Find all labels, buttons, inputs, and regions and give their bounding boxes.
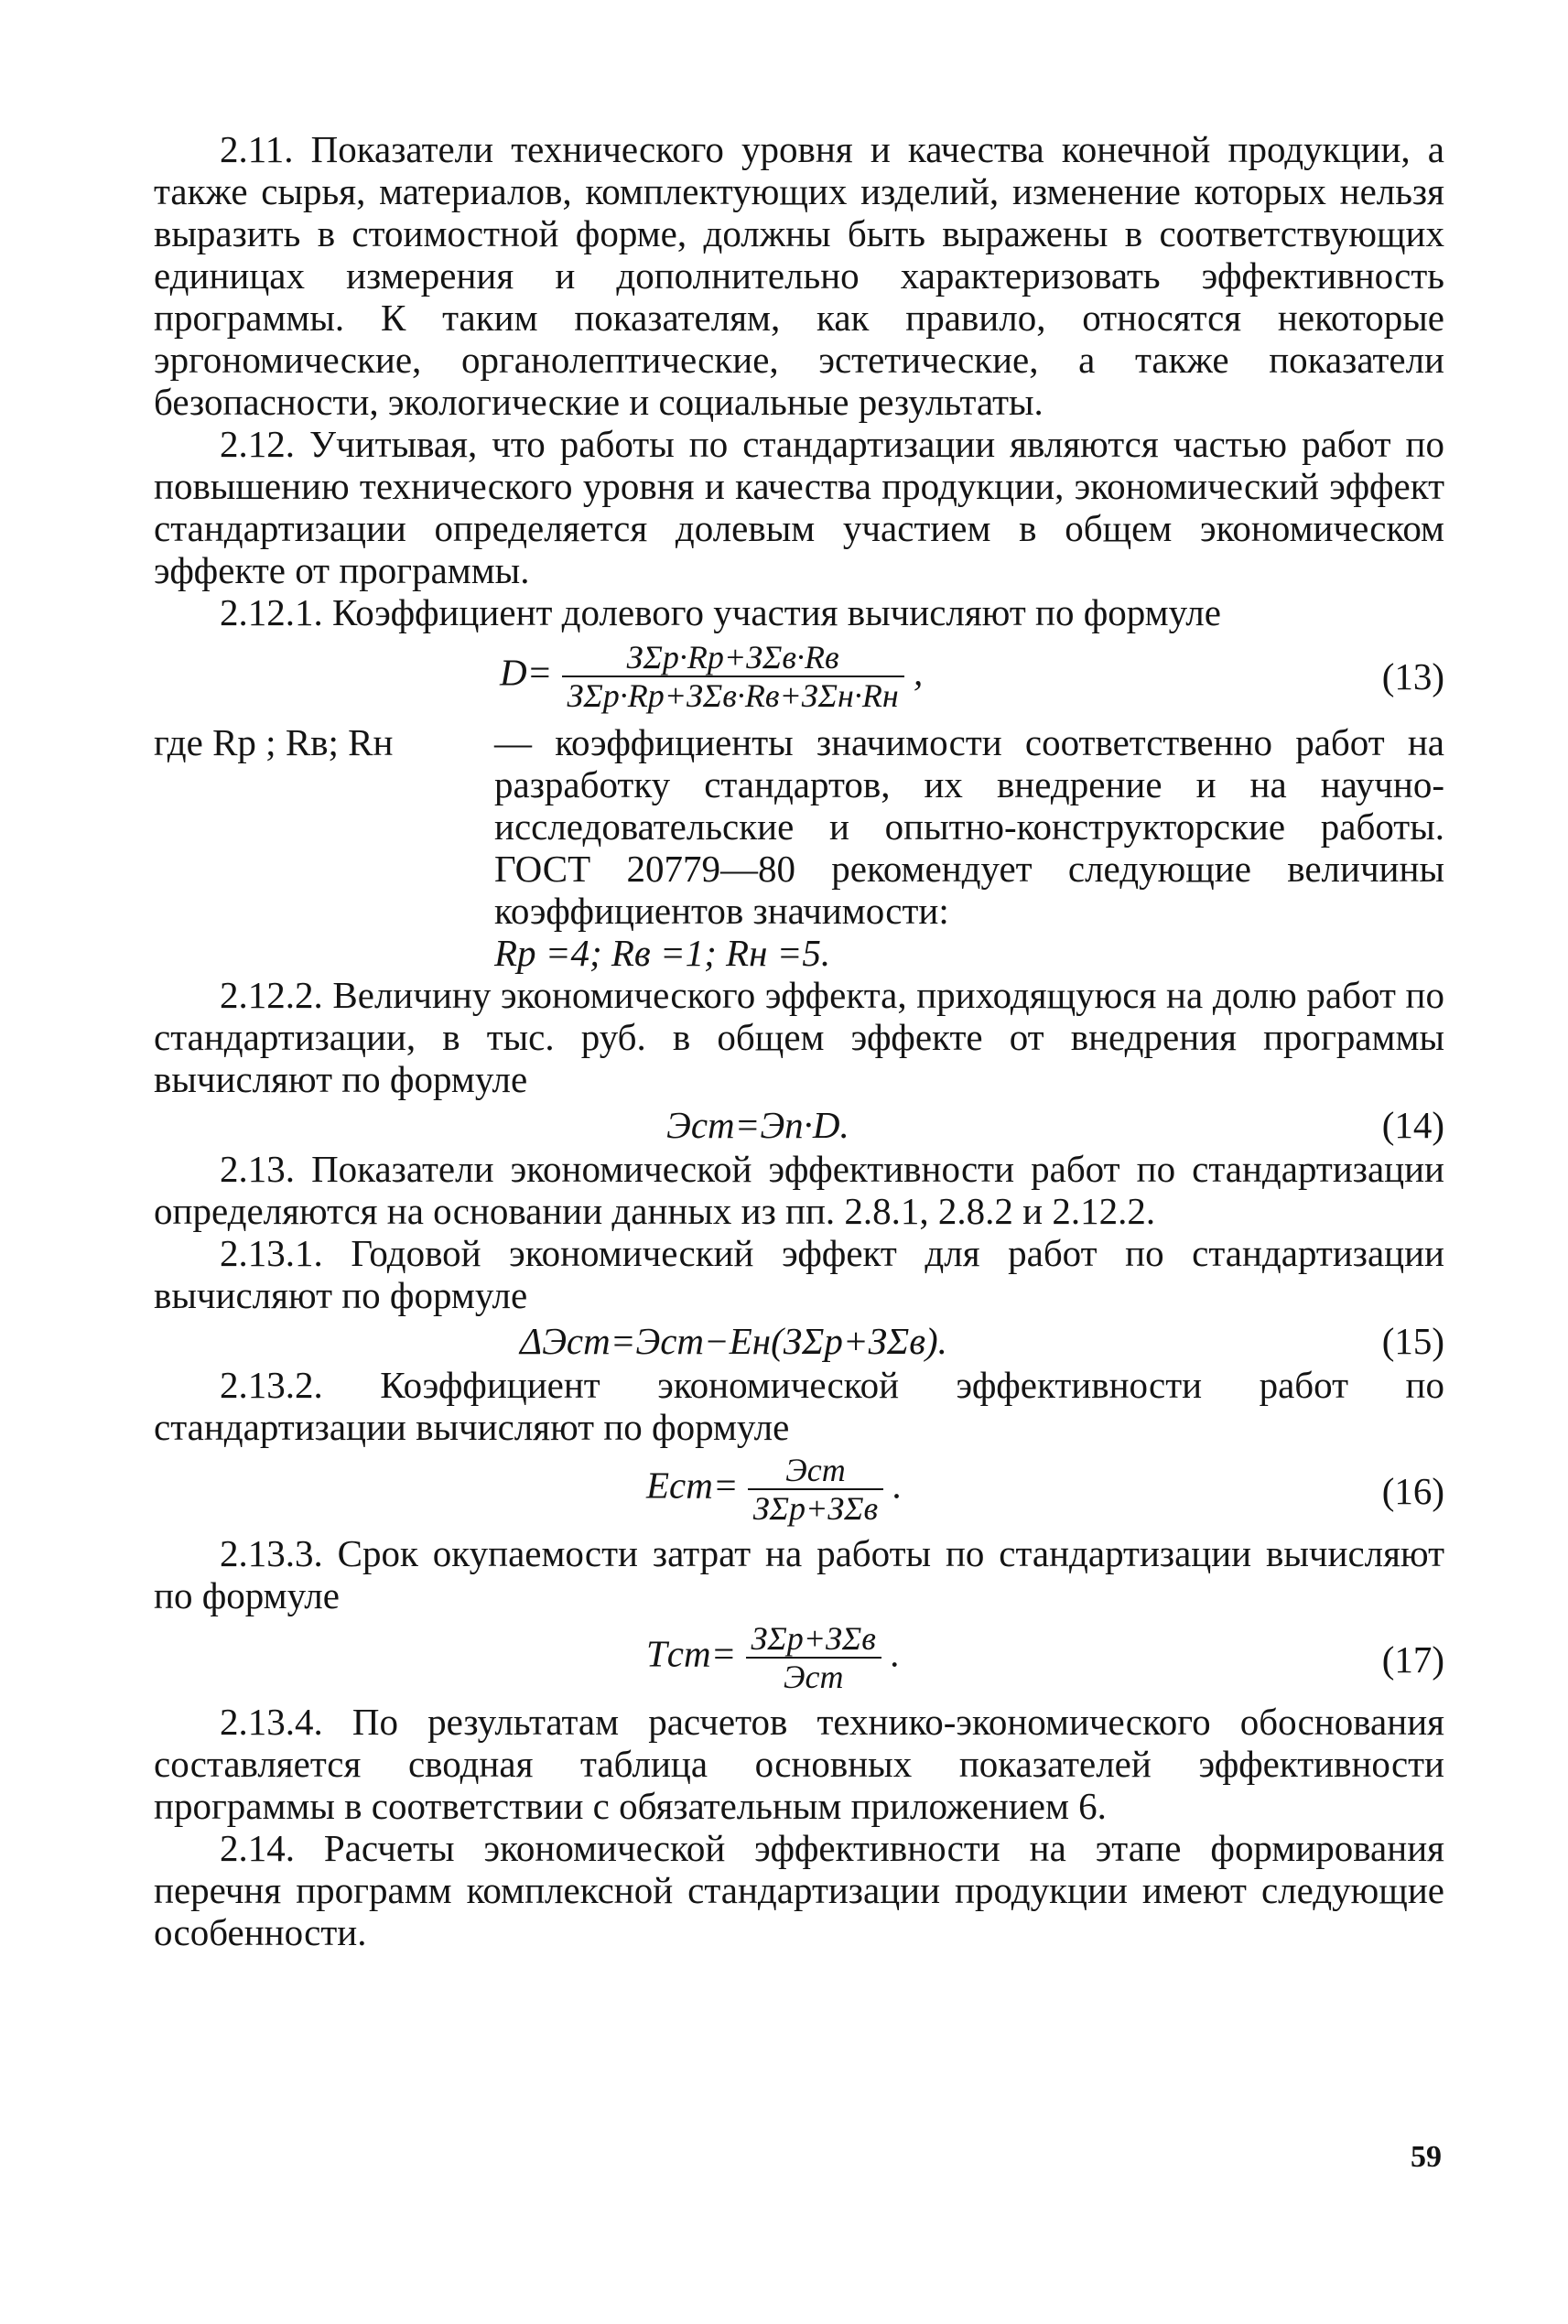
formula-17-numerator: ЗΣр+ЗΣв [746,1620,881,1659]
formula-17-tail: . [891,1632,901,1675]
paragraph-2-12-1: 2.12.1. Коэффициент долевого участия вычисляют по формуле [220,591,1221,633]
formula-16-numerator: Эст [748,1452,883,1490]
formula-17-number: (17) [1381,1638,1444,1681]
paragraph-2-13-4: 2.13.4. По результатам расчетов технико-экономического обоснования составляется сводная таблица основных показателей эффективности программы в соответствии с обязательным приложением 6. [154,1701,1444,1827]
formula-15-number: (15) [1381,1320,1444,1362]
formula-14-number: (14) [1381,1104,1444,1146]
formula-16-number: (16) [1381,1470,1444,1512]
document-page [154,128,1444,1953]
paragraph-2-12: 2.12. Учитывая, что работы по стандартизации являются частью работ по повышению технического уровня и качества продукции, экономический эффект стандартизации определяется долевым участием в общем экономическом эффекте от программы. [154,423,1444,591]
page-number: 59 [1411,2140,1442,2174]
paragraph-2-13: 2.13. Показатели экономической эффективности работ по стандартизации определяются на основании данных из пп. 2.8.1, 2.8.2 и 2.12.2. [154,1148,1444,1232]
paragraph-2-13-3: 2.13.3. Срок окупаемости затрат на работы по стандартизации вычисляют по формуле [154,1532,1444,1616]
formula-13-tail: , [913,651,924,694]
variable-definition-symbols: где Rр ; Rв; Rн [154,721,394,763]
formula-17-fraction [746,1620,881,1695]
formula-16 [154,1448,1444,1532]
paragraph-2-13-1: 2.13.1. Годовой экономический эффект для работ по стандартизации вычисляют по формуле [154,1232,1444,1316]
variable-definition-text: — коэффициенты значимости соответственно работ на разработку стандартов, их внедрение и на научно-исследовательские и опытно-конструкторские работы. ГОСТ 20779—80 рекомендует следующие величины коэффициентов значимости: [494,721,1444,932]
formula-13-denominator: ЗΣр·Rр+ЗΣв·Rв+ЗΣн·Rн [567,677,899,714]
formula-13 [154,633,1444,718]
formula-17 [154,1616,1444,1701]
formula-15 [154,1316,1444,1364]
formula-16-denominator: ЗΣр+ЗΣв [752,1490,879,1527]
formula-13-lhs: D= [500,651,553,694]
formula-17-denominator: Эст [783,1659,844,1695]
formula-14-expression: Эст=Эп·D. [666,1104,849,1146]
formula-15-expression: ΔЭст=Эст−Eн(ЗΣр+ЗΣв). [520,1320,947,1362]
formula-16-fraction [748,1452,883,1527]
formula-17-lhs: Tст= [646,1632,737,1675]
formula-13-fraction [562,639,904,714]
paragraph-2-13-2: 2.13.2. Коэффициент экономической эффективности работ по стандартизации вычисляют по формуле [154,1364,1444,1448]
formula-13-number: (13) [1381,655,1444,697]
formula-14 [154,1100,1444,1148]
formula-16-tail: . [892,1464,903,1507]
paragraph-2-12-2: 2.12.2. Величину экономического эффекта, приходящуюся на долю работ по стандартизации, в тыс. руб. в общем эффекте от внедрения программы вычисляют по формуле [154,974,1444,1100]
coefficient-values: Rр =4; Rв =1; Rн =5. [494,932,831,974]
formula-13-numerator: ЗΣр·Rр+ЗΣв·Rв [562,639,904,677]
variable-definition [154,721,1444,932]
paragraph-2-11: 2.11. Показатели технического уровня и качества конечной продукции, а также сырья, материалов, комплектующих изделий, изменение которых нельзя выразить в стоимостной форме, должны быть выражены в соответствующих единицах измерения и дополнительно характеризовать эффективность программы. К таким показателям, как правило, относятся некоторые эргономические, органолептические, эстетические, а также показатели безопасности, экологические и социальные результаты. [154,128,1444,423]
paragraph-2-14: 2.14. Расчеты экономической эффективности на этапе формирования перечня программ комплексной стандартизации продукции имеют следующие особенности. [154,1827,1444,1953]
formula-16-lhs: Eст= [646,1464,739,1507]
